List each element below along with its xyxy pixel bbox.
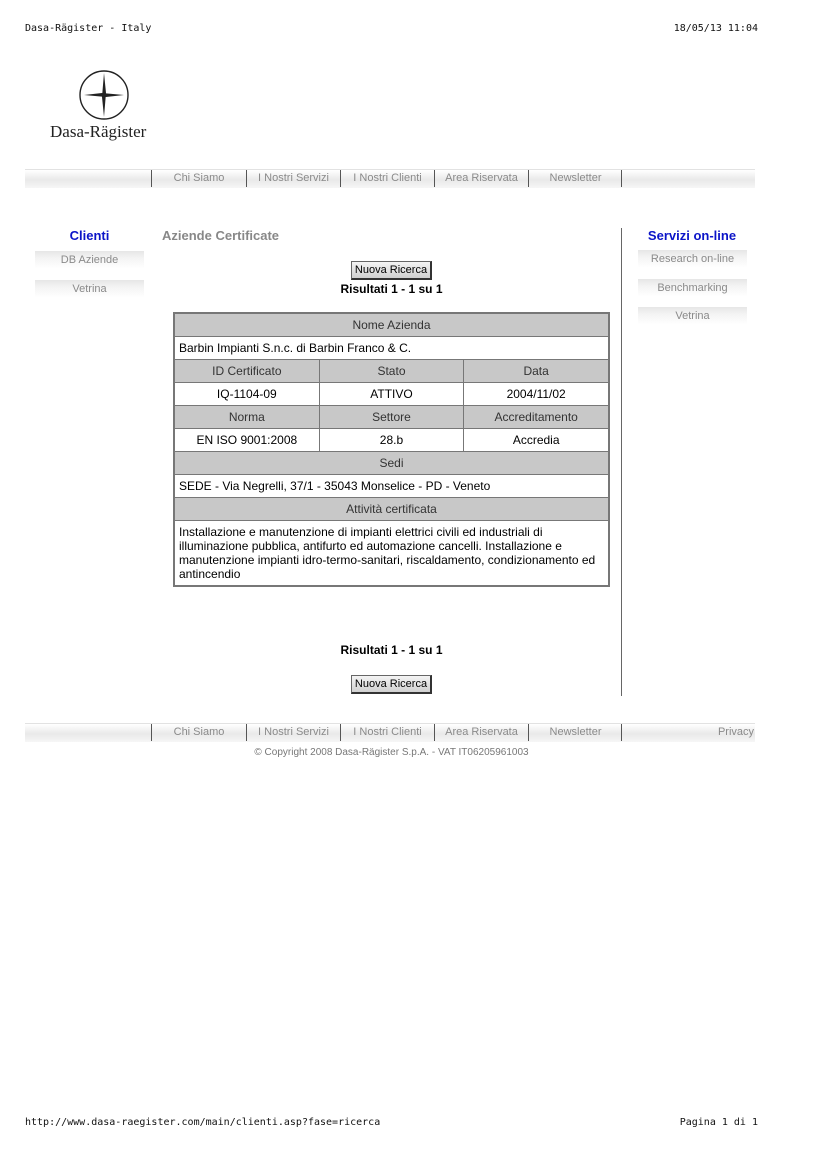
- footer-privacy-link[interactable]: Privacy: [717, 726, 754, 738]
- results-count-bottom: Risultati 1 - 1 su 1: [340, 643, 443, 657]
- footer-nav: [25, 723, 755, 742]
- certificate-table: [173, 312, 610, 587]
- footer-nav-chi-siamo[interactable]: Chi Siamo: [151, 724, 246, 741]
- footer-nav-divider: [621, 724, 622, 741]
- column-divider: [621, 228, 622, 696]
- footer-nav-clienti[interactable]: I Nostri Clienti: [340, 724, 434, 741]
- print-datetime: 18/05/13 11:04: [673, 23, 758, 34]
- header-date: Data: [464, 360, 608, 382]
- certificate-accreditation: Accredia: [464, 429, 608, 451]
- sidebar-item-vetrina[interactable]: Vetrina: [35, 280, 144, 298]
- nav-servizi[interactable]: I Nostri Servizi: [246, 170, 340, 187]
- activity-description: Installazione e manutenzione di impianti elettrici civili ed industriali di illuminazione pubblica, antifurto ed automazione cancelli. Installazione e manutenzione impianti idro-termo-sanitari, riscaldamento, condizionamento ed antincendio: [175, 521, 608, 585]
- top-nav: [25, 169, 755, 188]
- header-sector: Settore: [320, 406, 464, 428]
- sidebar-right-title: Servizi on-line: [647, 228, 737, 243]
- page-title: Aziende Certificate: [162, 228, 280, 243]
- logo[interactable]: [50, 66, 160, 146]
- sidebar-item-benchmarking[interactable]: Benchmarking: [638, 279, 747, 297]
- logo-text: Dasa-Rägister: [50, 122, 147, 141]
- footer-nav-servizi[interactable]: I Nostri Servizi: [246, 724, 340, 741]
- new-search-button-bottom[interactable]: Nuova Ricerca: [351, 675, 432, 694]
- print-title: Dasa-Rägister - Italy: [25, 23, 152, 34]
- header-company: Nome Azienda: [175, 314, 608, 336]
- footer-nav-area-riservata[interactable]: Area Riservata: [434, 724, 528, 741]
- new-search-button[interactable]: Nuova Ricerca: [351, 261, 432, 280]
- footer-nav-newsletter[interactable]: Newsletter: [528, 724, 622, 741]
- compass-logo-icon: [78, 69, 130, 121]
- header-accreditation: Accreditamento: [464, 406, 608, 428]
- results-count: Risultati 1 - 1 su 1: [340, 282, 443, 296]
- nav-chi-siamo[interactable]: Chi Siamo: [151, 170, 246, 187]
- sidebar-item-vetrina-right[interactable]: Vetrina: [638, 307, 747, 325]
- nav-newsletter[interactable]: Newsletter: [528, 170, 622, 187]
- nav-clienti[interactable]: I Nostri Clienti: [340, 170, 434, 187]
- copyright: © Copyright 2008 Dasa-Rägister S.p.A. - VAT IT06205961003: [254, 747, 529, 758]
- sidebar-left-title: Clienti: [69, 228, 110, 243]
- header-norm: Norma: [175, 406, 319, 428]
- sidebar-item-db-aziende[interactable]: DB Aziende: [35, 251, 144, 269]
- print-url: http://www.dasa-raegister.com/main/clienti.asp?fase=ricerca: [25, 1117, 381, 1128]
- sidebar-item-research[interactable]: Research on-line: [638, 250, 747, 268]
- header-status: Stato: [320, 360, 464, 382]
- nav-area-riservata[interactable]: Area Riservata: [434, 170, 528, 187]
- header-id: ID Certificato: [175, 360, 319, 382]
- certificate-norm: EN ISO 9001:2008: [175, 429, 319, 451]
- certificate-id: IQ-1104-09: [175, 383, 319, 405]
- certificate-status: ATTIVO: [320, 383, 464, 405]
- certificate-sector: 28.b: [320, 429, 464, 451]
- header-activity: Attività certificata: [175, 498, 608, 520]
- print-page-number: Pagina 1 di 1: [679, 1117, 758, 1128]
- header-sites: Sedi: [175, 452, 608, 474]
- company-name: Barbin Impianti S.n.c. di Barbin Franco & C.: [175, 337, 608, 359]
- nav-divider: [621, 170, 622, 187]
- certificate-date: 2004/11/02: [464, 383, 608, 405]
- sites-value: SEDE - Via Negrelli, 37/1 - 35043 Monselice - PD - Veneto: [175, 475, 608, 497]
